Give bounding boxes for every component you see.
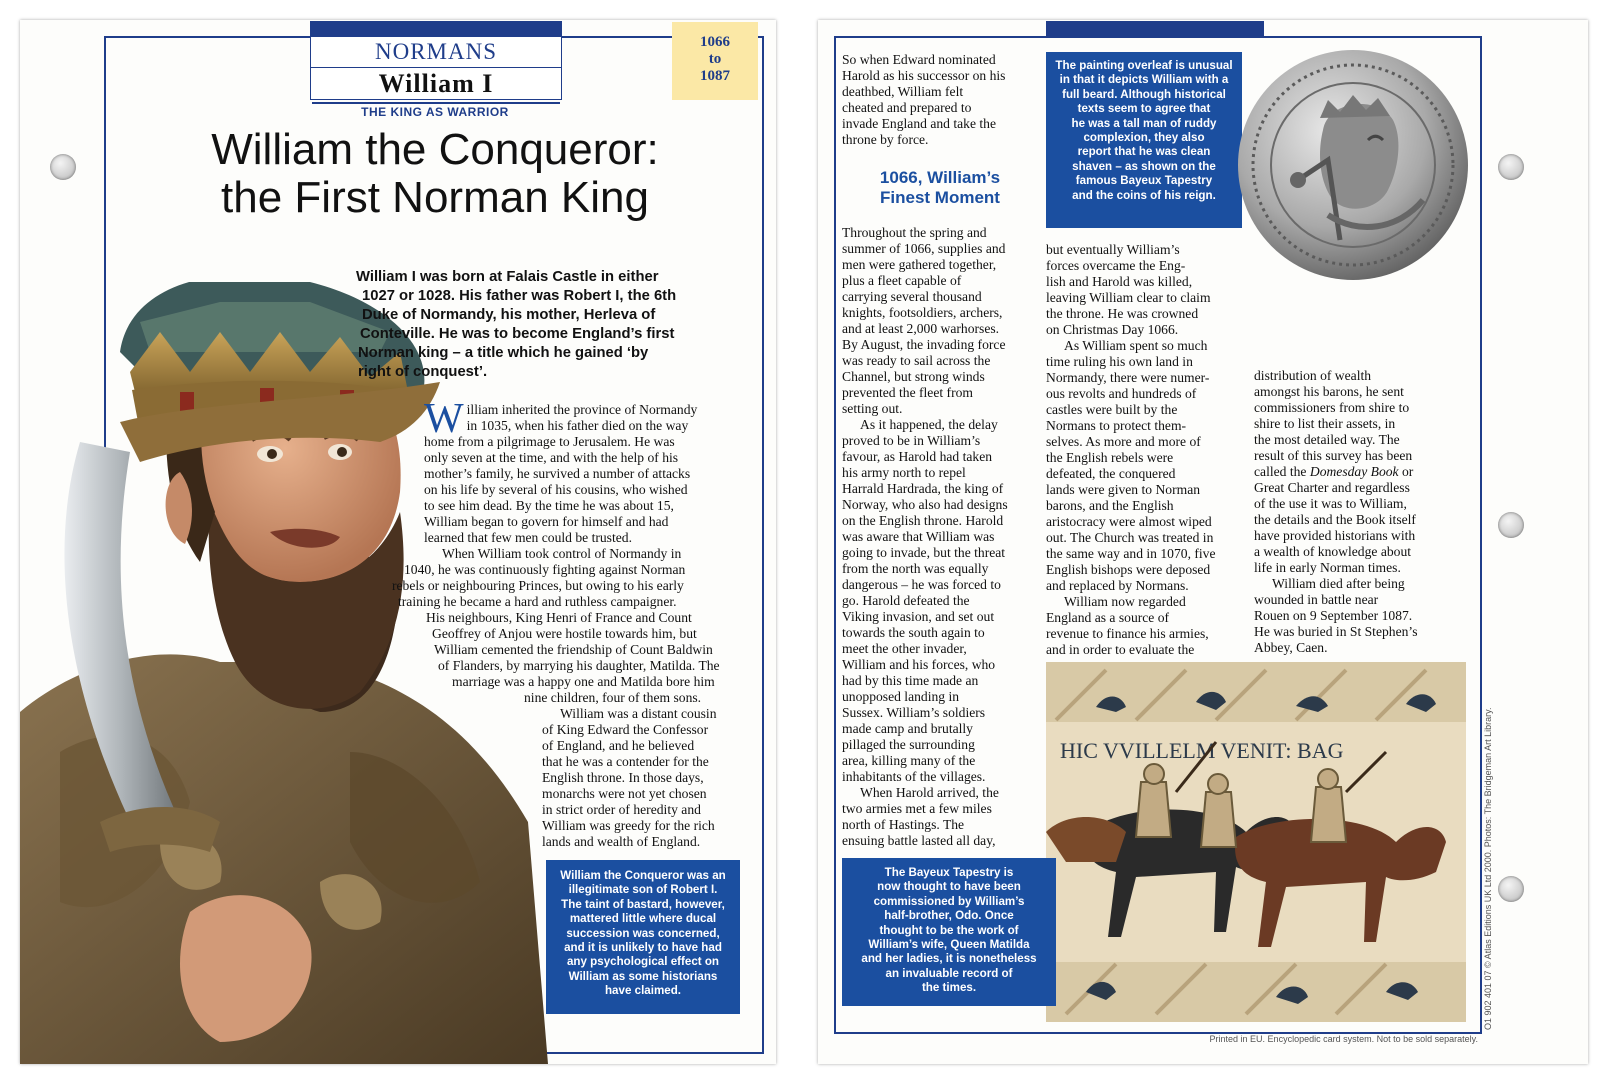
caption-line: famous Bayeux Tapestry xyxy=(1075,174,1213,188)
headline-line-2: the First Norman King xyxy=(221,173,649,222)
body-line: men were gathered together, xyxy=(842,257,997,272)
body-line: in strict order of heredity and xyxy=(542,802,701,817)
body-line: lands and wealth of England. xyxy=(542,834,701,849)
body-line: As William spent so much xyxy=(1064,338,1208,353)
body-line: life in early Norman times. xyxy=(1254,560,1401,575)
body-line: going to invade, but the threat xyxy=(842,545,1006,560)
body-line: Channel, but strong winds xyxy=(842,369,985,384)
body-line: His neighbours, King Henri of France and Count xyxy=(426,610,692,625)
domesday-book-title: Domesday Book xyxy=(1309,464,1399,479)
body-line: deathbed, William felt xyxy=(842,84,964,99)
body-line: and in order to evaluate the xyxy=(1046,642,1195,657)
body-line: distribution of wealth xyxy=(1254,368,1372,383)
body-line: ensuing battle lasted all day, xyxy=(842,833,996,848)
body-line: By August, the invading force xyxy=(842,337,1006,352)
topic-label: William I xyxy=(378,69,494,98)
caption-line: William the Conqueror was an xyxy=(560,869,726,882)
drop-cap: W xyxy=(424,396,464,442)
caption-line: complexion, they also xyxy=(1083,131,1205,145)
body-paragraph-3 xyxy=(542,706,756,850)
body-line: and at least 2,000 warhorses. xyxy=(842,321,1000,336)
body-line: the throne. He was crowned xyxy=(1046,306,1199,321)
body-line: William cemented the friendship of Count Baldwin xyxy=(434,642,713,657)
photo-credit: O1 902 401 07 © Atlas Editions UK Ltd 2000. Photos: The Bridgeman Art Library. xyxy=(1483,707,1493,1030)
body-line: So when Edward nominated xyxy=(842,52,996,67)
left-card xyxy=(20,20,776,1064)
body-line: the most detailed way. The xyxy=(1254,432,1400,447)
body-line: English throne. In those days, xyxy=(542,770,704,785)
intro-line: right of conquest’. xyxy=(358,364,488,380)
body-line: Viking invasion, and set out xyxy=(842,609,995,624)
body-line: wounded in battle near xyxy=(1254,592,1379,607)
body-line: Rouen on 9 September 1087. xyxy=(1254,608,1413,623)
body-line: from the north was equally xyxy=(842,561,989,576)
intro-line: 1027 or 1028. His father was Robert I, the 6th xyxy=(362,288,677,304)
body-line: of Flanders, by marrying his daughter, Matilda. The xyxy=(438,658,720,673)
body-line: two armies met a few miles xyxy=(842,801,992,816)
intro-line: Duke of Normandy, his mother, Herleva of xyxy=(362,307,656,323)
category-label: NORMANS xyxy=(311,37,561,68)
coin-image xyxy=(1228,40,1478,290)
body-line: north of Hastings. The xyxy=(842,817,965,832)
body-line: He was buried in St Stephen’s xyxy=(1254,624,1418,639)
header-rule xyxy=(312,102,560,104)
body-line: favour, as Harold had taken xyxy=(842,449,993,464)
body-line: William and his forces, who xyxy=(842,657,996,672)
body-line: the same way and in 1070, five xyxy=(1046,546,1216,561)
body-line: Harrald Hardrada, the king of xyxy=(842,481,1004,496)
body-line: Sussex. William’s soldiers xyxy=(842,705,986,720)
punch-hole-top xyxy=(1498,154,1524,180)
caption-line: the times. xyxy=(921,981,977,995)
body-line: towards the south again to xyxy=(842,625,985,640)
body-line: mother’s family, he survived a number of attacks xyxy=(424,466,691,481)
intro-line: Norman king – a title which he gained ‘by xyxy=(358,345,649,361)
caption-line: thought to be the work of xyxy=(879,923,1019,937)
tapestry-caption xyxy=(842,858,1056,1006)
section-heading xyxy=(842,168,1038,208)
body-line: made camp and brutally xyxy=(842,721,973,736)
punch-hole-bottom xyxy=(1498,876,1524,902)
body-line xyxy=(1254,464,1464,480)
date-box xyxy=(672,22,758,100)
body-line: ous revolts and hundreds of xyxy=(1046,386,1197,401)
caption-line: commissioned by William’s xyxy=(873,894,1025,908)
column-1-top xyxy=(842,52,1042,148)
caption-line: and her ladies, it is nonetheless xyxy=(861,952,1037,966)
body-line: learned that few men could be trusted. xyxy=(424,530,632,545)
body-line: Normans to protect them- xyxy=(1046,418,1187,433)
body-line: leaving William clear to claim xyxy=(1046,290,1211,305)
body-line: When Harold arrived, the xyxy=(860,785,999,800)
footer-note: Printed in EU. Encyclopedic card system. Not to be sold separately. xyxy=(1209,1034,1478,1044)
body-line: forces overcame the Eng- xyxy=(1046,258,1186,273)
caption-line: half-brother, Odo. Once xyxy=(884,909,1014,923)
body-line: was aware that William was xyxy=(842,529,995,544)
caption-line: succession was concerned, xyxy=(566,926,720,940)
body-line: only seven at the time, and with the help of his xyxy=(424,450,679,465)
body-line: a wealth of knowledge about xyxy=(1254,544,1412,559)
body-line: Abbey, Caen. xyxy=(1254,640,1328,655)
body-line: lish and Harold was killed, xyxy=(1046,274,1193,289)
punch-hole-top xyxy=(50,154,76,180)
date-end: 1087 xyxy=(700,68,730,84)
body-line: was ready to sail across the xyxy=(842,353,991,368)
body-line: and replaced by Normans. xyxy=(1046,578,1189,593)
caption-line: in that it depicts William with a xyxy=(1059,73,1229,87)
body-line: shire to list their assets, in xyxy=(1254,416,1396,431)
caption-line: have claimed. xyxy=(604,984,682,998)
caption-line: illegitimate son of Robert I. xyxy=(568,883,718,897)
body-line: marriage was a happy one and Matilda bore him xyxy=(452,674,715,689)
caption-line: and it is unlikely to have had xyxy=(564,941,722,955)
body-line: area, killing many of the xyxy=(842,753,976,768)
body-line: the details and the Book itself xyxy=(1254,512,1416,527)
body-line: home from a pilgrimage to Jerusalem. He was xyxy=(424,434,675,449)
body-line: pillaged the surrounding xyxy=(842,737,975,752)
body-line: throne by force. xyxy=(842,132,929,147)
caption-line: any psychological effect on xyxy=(566,955,720,969)
body-line: lands were given to Norman xyxy=(1046,482,1201,497)
body-line: amongst his barons, he sent xyxy=(1254,384,1404,399)
section-heading-line-2: Finest Moment xyxy=(880,188,1000,207)
body-line: of the use it was to William, xyxy=(1254,496,1407,511)
body-line-part: called the xyxy=(1254,464,1307,479)
headline xyxy=(120,126,750,222)
body-line: setting out. xyxy=(842,401,903,416)
body-line: on his life by several of his cousins, who wished xyxy=(424,482,688,497)
caption-line: an invaluable record of xyxy=(885,966,1013,980)
body-line: carrying several thousand xyxy=(842,289,982,304)
body-line: summer of 1066, supplies and xyxy=(842,241,1006,256)
body-line: revenue to finance his armies, xyxy=(1046,626,1209,641)
body-line: proved to be in William’s xyxy=(842,433,981,448)
column-1-body xyxy=(842,225,1042,849)
caption-line: now thought to have been xyxy=(877,880,1021,894)
caption-line: and the coins of his reign. xyxy=(1072,188,1216,202)
body-line: Normandy, there were numer- xyxy=(1046,370,1210,385)
body-line: Harold as his successor on his xyxy=(842,68,1006,83)
body-line: England as a source of xyxy=(1046,610,1170,625)
bastard-caption xyxy=(546,860,740,1014)
body-line: but eventually William’s xyxy=(1046,242,1180,257)
header-bar xyxy=(310,21,562,36)
body-line: As it happened, the delay xyxy=(860,417,998,432)
body-line: Norway, who also had designs xyxy=(842,497,1008,512)
body-line: of England, and he believed xyxy=(542,738,695,753)
caption-line: William’s wife, Queen Matilda xyxy=(868,938,1030,952)
caption-line: The taint of bastard, however, xyxy=(561,897,725,911)
body-line: the English rebels were xyxy=(1046,450,1174,465)
tapestry-inscription: HIC VVILLELM VENIT: BAG xyxy=(1060,738,1344,763)
body-line: on Christmas Day 1066. xyxy=(1046,322,1179,337)
caption-line: he was a tall man of ruddy xyxy=(1071,116,1217,130)
body-line: 1040, he was continuously fighting against Norman xyxy=(404,562,686,577)
coin-caption xyxy=(1046,52,1242,228)
date-start: 1066 xyxy=(700,34,730,50)
body-line: William was greedy for the rich xyxy=(542,818,715,833)
body-line: go. Harold defeated the xyxy=(842,593,970,608)
caption-line: The Bayeux Tapestry is xyxy=(884,866,1014,879)
series-box xyxy=(310,36,562,100)
body-line: commissioners from shire to xyxy=(1254,400,1410,415)
body-line: William was a distant cousin xyxy=(560,706,717,721)
caption-line: report that he was clean xyxy=(1077,145,1211,159)
right-card xyxy=(818,20,1588,1064)
body-line: on the English throne. Harold xyxy=(842,513,1004,528)
body-line: castles were built by the xyxy=(1046,402,1178,417)
body-line: English bishops were deposed xyxy=(1046,562,1211,577)
body-line: William died after being xyxy=(1272,576,1405,591)
body-line: that he was a contender for the xyxy=(542,754,709,769)
section-heading-line-1: 1066, William’s xyxy=(879,168,1001,187)
body-line: plus a fleet capable of xyxy=(842,273,962,288)
body-line: dangerous – he was forced to xyxy=(842,577,1001,592)
header-bar xyxy=(1046,21,1264,36)
body-line: result of this survey has been xyxy=(1254,448,1413,463)
body-line: nine children, four of them sons. xyxy=(524,690,702,705)
body-line: out. The Church was treated in xyxy=(1046,530,1214,545)
bayeux-tapestry-image xyxy=(1046,662,1466,1022)
subtitle: THE KING AS WARRIOR xyxy=(361,105,509,119)
body-paragraph-2 xyxy=(392,546,756,706)
body-line: training he became a hard and ruthless campaigner. xyxy=(398,594,677,609)
body-line: William now regarded xyxy=(1064,594,1186,609)
column-3-body xyxy=(1254,368,1464,656)
intro-line: Conteville. He was to become England’s first xyxy=(360,326,675,342)
body-line: William began to govern for himself and had xyxy=(424,514,669,529)
caption-line: mattered little where ducal xyxy=(569,912,717,926)
body-line: of King Edward the Confessor xyxy=(542,722,709,737)
body-line: Great Charter and regardless xyxy=(1254,480,1410,495)
punch-hole-middle xyxy=(1498,512,1524,538)
caption-line: texts seem to agree that xyxy=(1077,102,1211,116)
intro-line: William I was born at Falais Castle in either xyxy=(356,269,659,285)
caption-line: The painting overleaf is unusual xyxy=(1055,59,1233,72)
body-line: his army north to repel xyxy=(842,465,966,480)
body-line: had by this time made an xyxy=(842,673,979,688)
caption-line: shaven – as shown on the xyxy=(1072,159,1216,173)
body-line: aristocracy were almost wiped xyxy=(1046,514,1212,529)
body-paragraph-1 xyxy=(424,396,754,546)
body-line: Throughout the spring and xyxy=(842,225,987,240)
body-line: selves. As more and more of xyxy=(1046,434,1201,449)
headline-line-1: William the Conqueror: xyxy=(211,125,659,174)
body-line: invade England and take the xyxy=(842,116,997,131)
body-line: monarchs were not yet chosen xyxy=(542,786,707,801)
body-line: When William took control of Normandy in xyxy=(442,546,682,561)
body-line: defeated, the conquered xyxy=(1046,466,1176,481)
body-line: meet the other invader, xyxy=(842,641,967,656)
body-line: inhabitants of the villages. xyxy=(842,769,986,784)
body-line: rebels or neighbouring Princes, but owing to his early xyxy=(392,578,684,593)
body-line: Geoffrey of Anjou were hostile towards him, but xyxy=(432,626,697,641)
body-line: prevented the fleet from xyxy=(842,385,973,400)
caption-line: William as some historians xyxy=(568,969,718,983)
body-line: to see him dead. By the time he was about 15, xyxy=(424,498,674,513)
intro-text xyxy=(356,268,756,382)
body-line: have provided historians with xyxy=(1254,528,1416,543)
body-line: time ruling his own land in xyxy=(1046,354,1193,369)
body-line: unopposed landing in xyxy=(842,689,960,704)
body-line-part: or xyxy=(1398,464,1414,479)
body-line: cheated and prepared to xyxy=(842,100,972,115)
body-line: illiam inherited the province of Normandy xyxy=(466,402,698,417)
column-2-body xyxy=(1046,242,1246,658)
body-line: in 1035, when his father died on the way xyxy=(466,418,689,433)
date-to: to xyxy=(708,51,722,67)
body-line: barons, and the English xyxy=(1046,498,1174,513)
body-line: knights, footsoldiers, archers, xyxy=(842,305,1003,320)
caption-line: full beard. Although historical xyxy=(1062,87,1226,101)
